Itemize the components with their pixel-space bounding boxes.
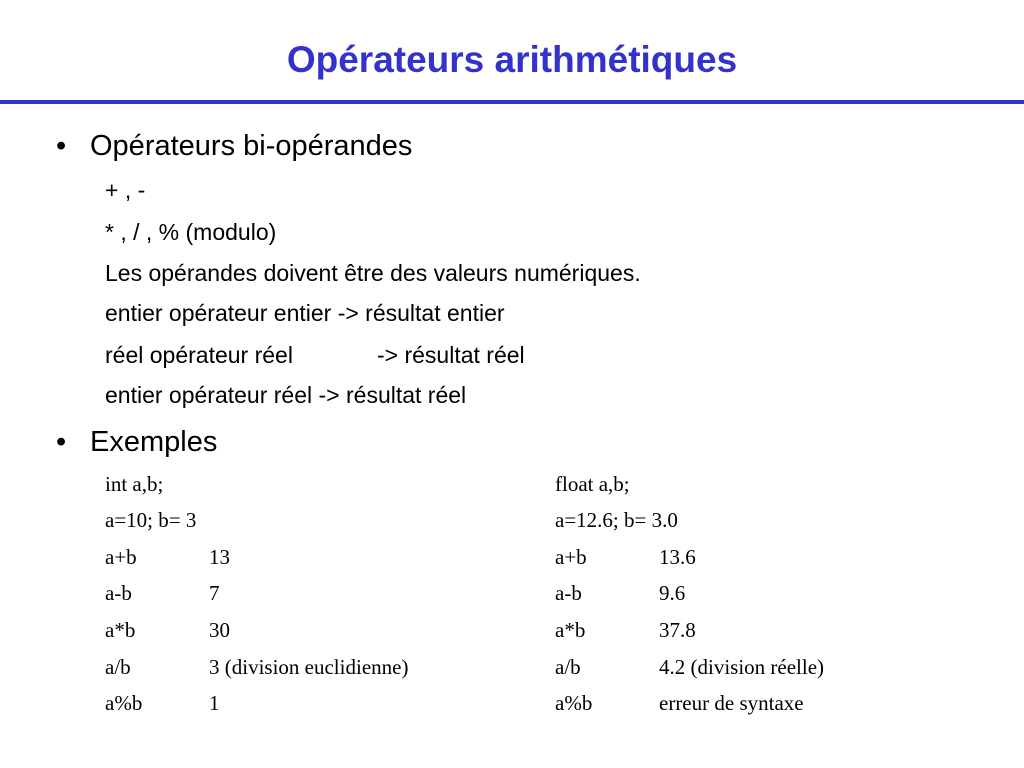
example-expr: a%b bbox=[555, 691, 593, 715]
real-real-rule-left: réel opérateur réel bbox=[105, 342, 293, 368]
example-result: 9.6 bbox=[659, 581, 686, 605]
int-example-row bbox=[105, 617, 230, 643]
operator-line-mul-div-mod: * , / , % (modulo) bbox=[105, 219, 277, 245]
float-example-row bbox=[555, 617, 696, 643]
example-expr: a-b bbox=[105, 581, 132, 605]
example-expr: a+b bbox=[555, 545, 587, 569]
slide-title: Opérateurs arithmétiques bbox=[286, 39, 738, 80]
float-example-row bbox=[555, 654, 825, 680]
example-expr: a%b bbox=[105, 691, 143, 715]
bullet-dot: • bbox=[56, 130, 67, 162]
example-result: 3 (division euclidienne) bbox=[209, 655, 409, 679]
int-real-rule-line: entier opérateur réel -> résultat réel bbox=[105, 382, 467, 408]
example-expr: a*b bbox=[105, 618, 136, 642]
float-example-row bbox=[555, 580, 686, 606]
int-declaration: int a,b; bbox=[105, 472, 164, 496]
int-assignment: a=10; b= 3 bbox=[105, 508, 197, 532]
int-int-rule-line: entier opérateur entier -> résultat entier bbox=[105, 300, 505, 326]
example-result: 13 bbox=[209, 545, 230, 569]
example-result: 30 bbox=[209, 618, 230, 642]
float-declaration: float a,b; bbox=[555, 472, 630, 496]
bullet-label: Exemples bbox=[90, 426, 218, 458]
operator-line-add-sub: + , - bbox=[105, 177, 146, 203]
int-example-row bbox=[105, 654, 409, 680]
operand-rule-line: Les opérandes doivent être des valeurs numériques. bbox=[105, 260, 641, 286]
example-result: 4.2 (division réelle) bbox=[659, 655, 825, 679]
real-real-rule-line bbox=[105, 340, 525, 370]
example-expr: a/b bbox=[105, 655, 131, 679]
float-example-row bbox=[555, 690, 804, 716]
float-assignment: a=12.6; b= 3.0 bbox=[555, 508, 678, 532]
example-result: erreur de syntaxe bbox=[659, 691, 804, 715]
int-example-row bbox=[105, 544, 230, 570]
example-result: 7 bbox=[209, 581, 220, 605]
example-expr: a-b bbox=[555, 581, 582, 605]
bullet-dot: • bbox=[56, 426, 67, 458]
real-real-rule-right: -> résultat réel bbox=[377, 342, 525, 368]
example-expr: a+b bbox=[105, 545, 137, 569]
bullet-label: Opérateurs bi-opérandes bbox=[90, 130, 413, 162]
title-divider bbox=[0, 100, 1024, 104]
example-result: 1 bbox=[209, 691, 220, 715]
example-result: 13.6 bbox=[659, 545, 696, 569]
example-expr: a/b bbox=[555, 655, 581, 679]
int-example-row bbox=[105, 580, 220, 606]
float-example-row bbox=[555, 544, 696, 570]
example-expr: a*b bbox=[555, 618, 586, 642]
int-example-row bbox=[105, 690, 220, 716]
example-result: 37.8 bbox=[659, 618, 696, 642]
